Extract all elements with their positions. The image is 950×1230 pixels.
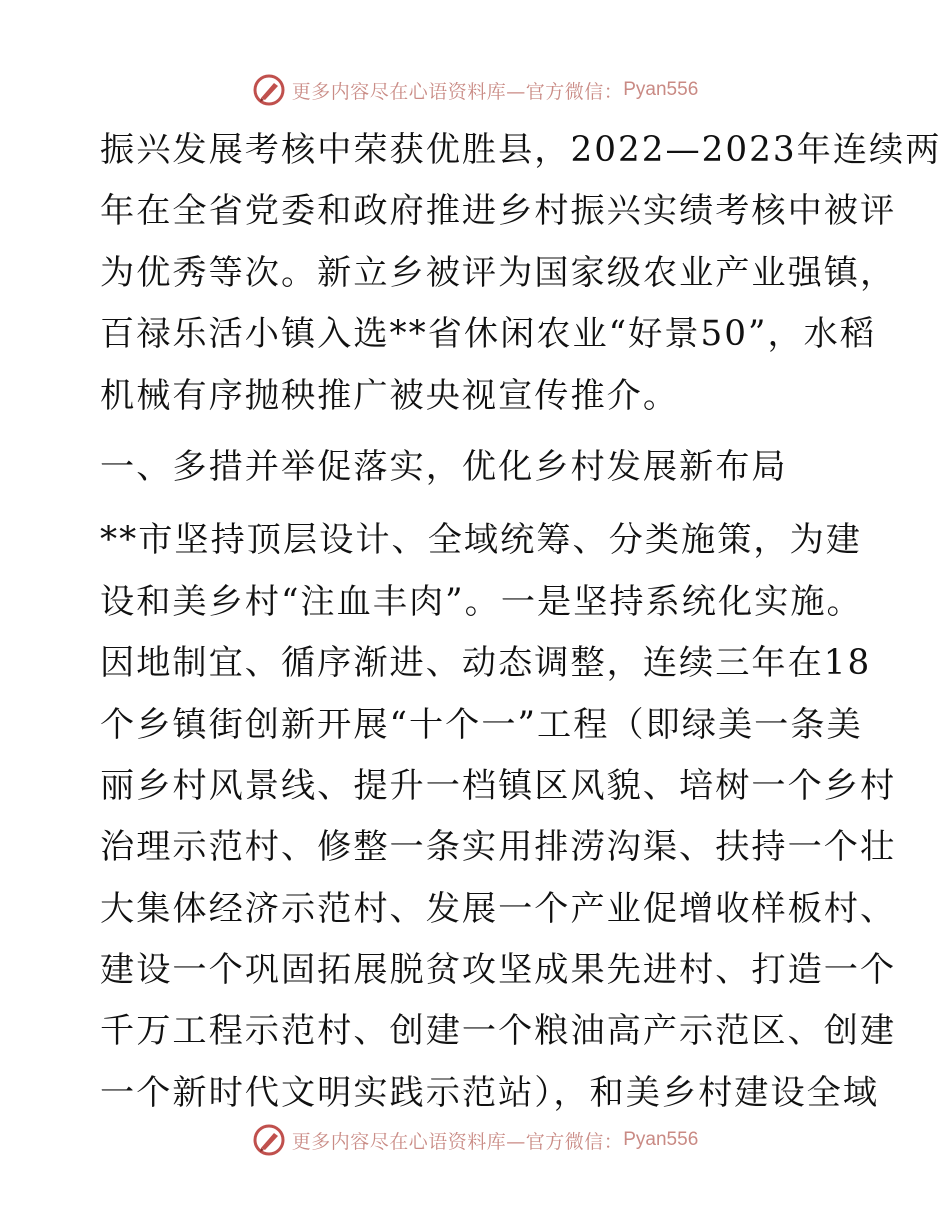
document-body	[100, 120, 942, 1124]
footer-watermark	[0, 1120, 950, 1160]
text-line: 大集体经济示范村、发展一个产业促增收样板村、	[100, 888, 897, 929]
text-line: 为优秀等次。新立乡被评为国家级农业产业强镇，	[100, 252, 897, 293]
text-line: 振兴发展考核中荣获优胜县，2022—2023年连续两	[100, 130, 942, 170]
watermark-wechat-id: Pyan556	[623, 79, 699, 100]
text-line: 治理示范村、修整一条实用排涝沟渠、扶持一个壮	[100, 827, 897, 868]
text-line: 千万工程示范村、创建一个粮油高产示范区、创建	[100, 1011, 897, 1052]
text-line: 建设一个巩固拓展脱贫攻坚成果先进村、打造一个	[100, 950, 897, 991]
watermark-text: 更多内容尽在心语资料库—官方微信：	[291, 80, 624, 103]
section-heading: 一、多措并举促落实，优化乡村发展新布局	[100, 446, 788, 487]
text-line: 丽乡村风景线、提升一档镇区风貌、培树一个乡村	[100, 765, 897, 806]
text-line: 一个新时代文明实践示范站），和美乡村建设全域	[100, 1072, 880, 1113]
watermark-wechat-id: Pyan556	[623, 1129, 699, 1150]
header-watermark	[0, 70, 950, 110]
text-line: **市坚持顶层设计、全域统筹、分类施策，为建	[100, 520, 862, 561]
text-line: 个乡镇街创新开展“十个一”工程（即绿美一条美	[100, 704, 863, 745]
pen-logo-icon	[252, 1123, 286, 1157]
text-line: 年在全省党委和政府推进乡村振兴实绩考核中被评	[100, 191, 897, 232]
text-line: 百禄乐活小镇入选**省休闲农业“好景50”，水稻	[100, 314, 877, 355]
text-line: 设和美乡村“注血丰肉”。一是坚持系统化实施。	[100, 581, 863, 622]
paragraph-2	[100, 510, 897, 1124]
text-line: 机械有序抛秧推广被央视宣传推介。	[100, 375, 680, 416]
paragraph-1	[100, 120, 942, 427]
watermark-text: 更多内容尽在心语资料库—官方微信：	[291, 1130, 624, 1153]
pen-logo-icon	[252, 73, 286, 107]
text-line: 因地制宜、循序渐进、动态调整，连续三年在18	[100, 643, 872, 684]
